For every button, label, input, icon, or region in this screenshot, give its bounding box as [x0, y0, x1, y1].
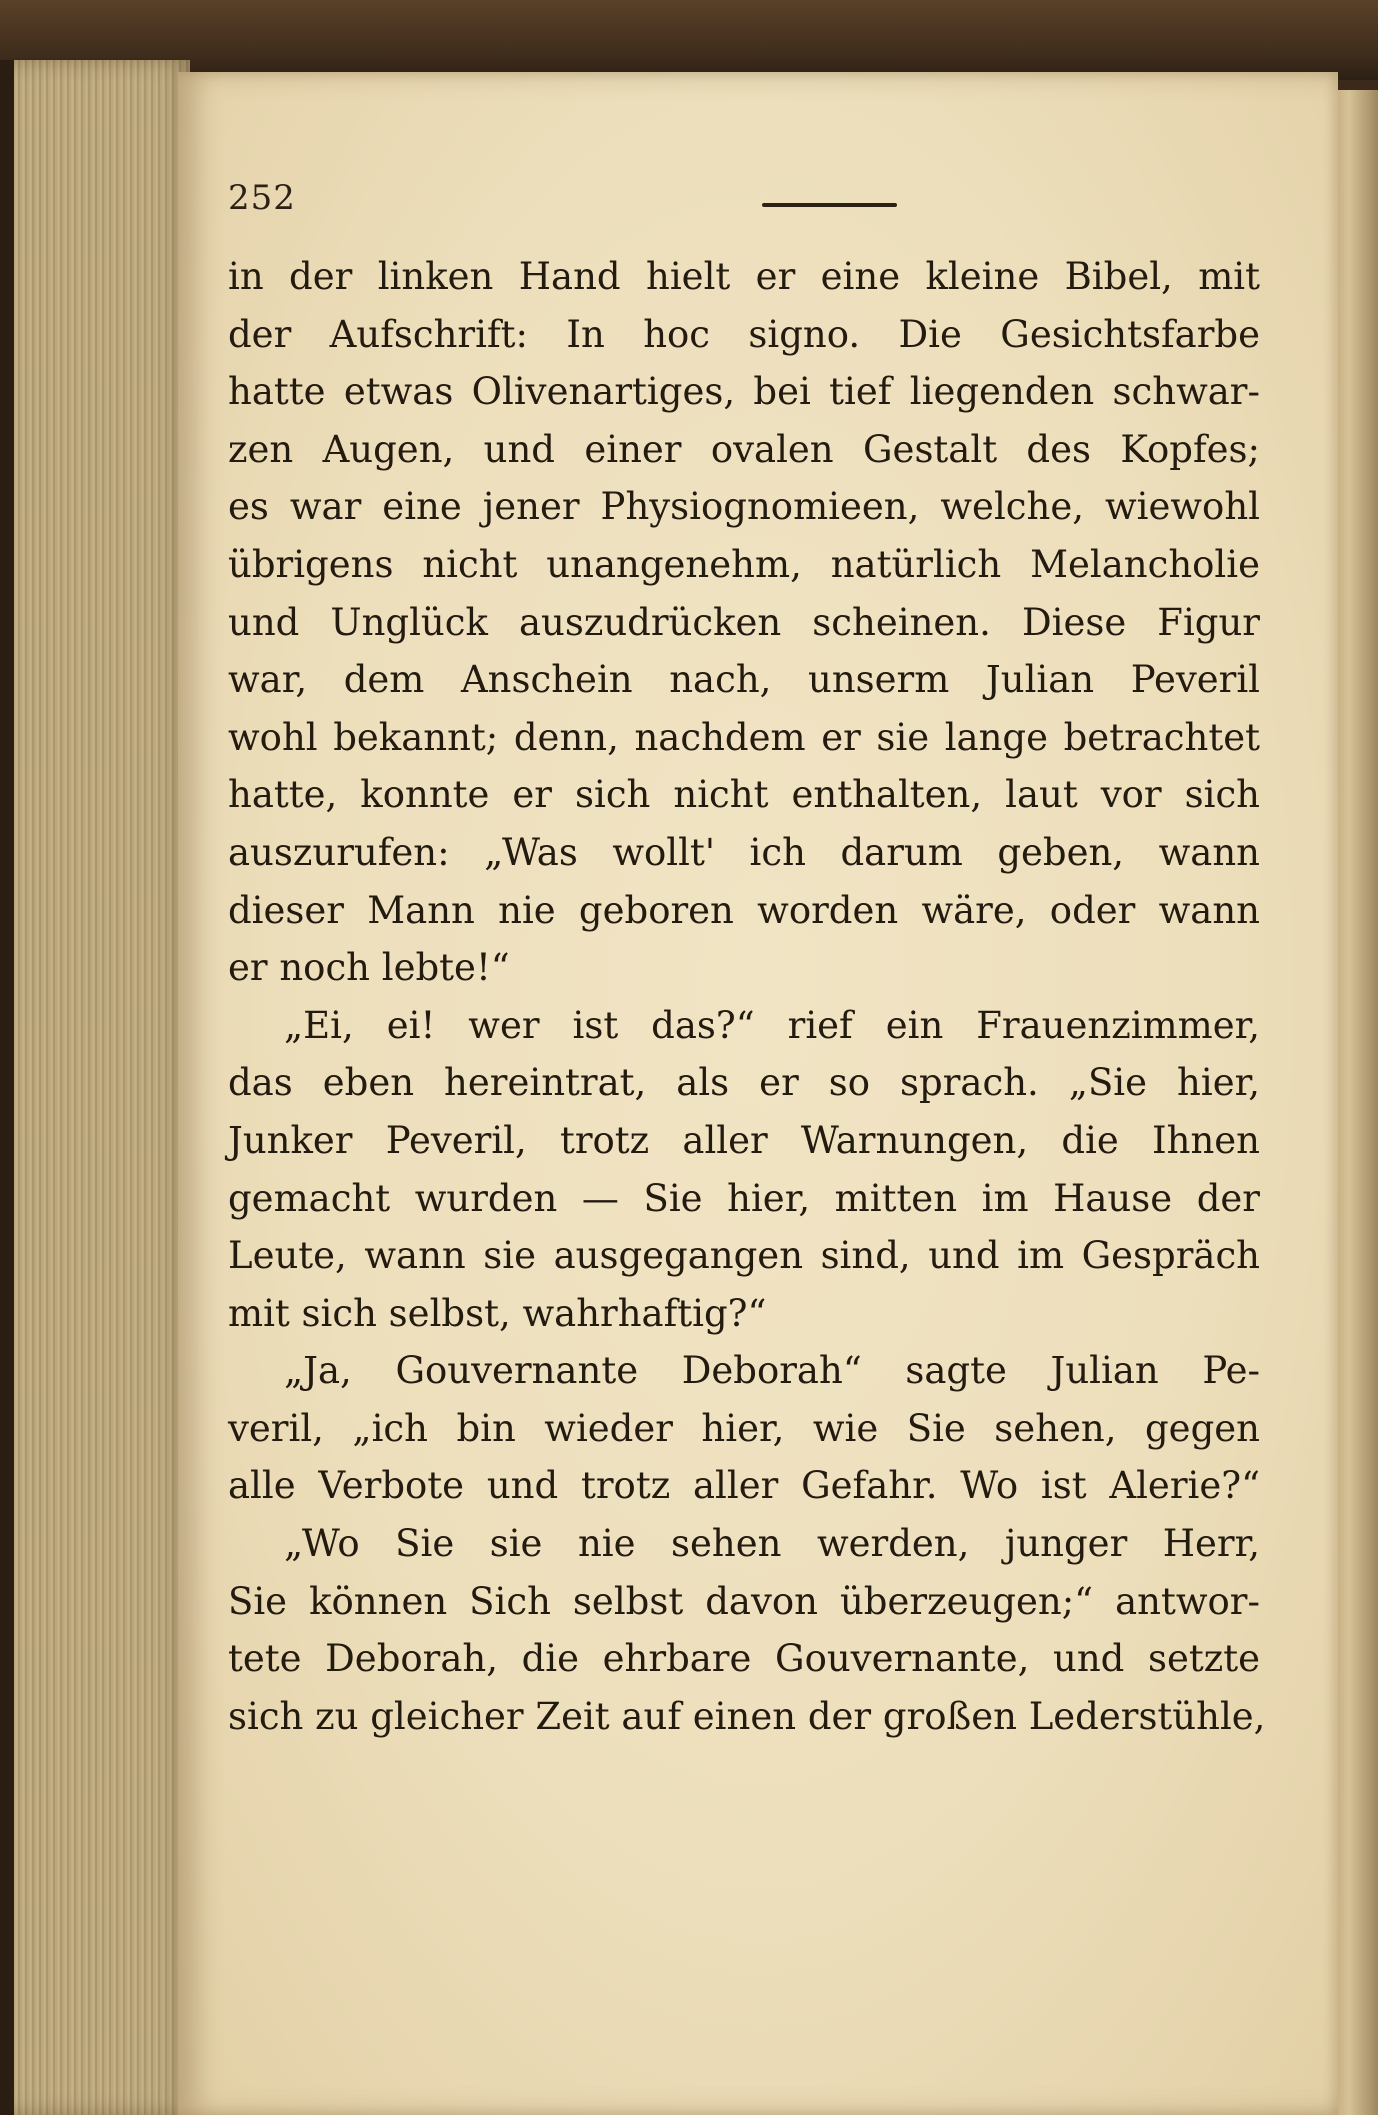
text-line: zen Augen, und einer ovalen Gestalt des Kopfes; [228, 427, 1260, 471]
text-line: in der linken Hand hielt er eine kleine Bibel, mit [228, 255, 1260, 298]
text-line: war, dem Anschein nach, unserm Julian Peveril [228, 658, 1260, 702]
text-line: dieser Mann nie geboren worden wäre, oder wann [228, 888, 1260, 932]
header-rule [762, 203, 897, 207]
text-line: mit sich selbst, wahrhaftig?“ [228, 1291, 767, 1335]
text-line: der Aufschrift: In hoc signo. Die Gesichtsfarbe [228, 312, 1260, 356]
text-line: gemacht wurden — Sie hier, mitten im Hause der [228, 1176, 1260, 1220]
text-line: und Unglück auszudrücken scheinen. Diese Figur [228, 600, 1260, 644]
text-line: auszurufen: „Was wollt' ich darum geben, wann [228, 830, 1260, 874]
text-line: „Wo Sie sie nie sehen werden, junger Herr, [284, 1522, 1260, 1566]
text-line: sich zu gleicher Zeit auf einen der großen Lederstühle, [228, 1694, 1266, 1738]
book-cover-edge [0, 60, 14, 2115]
text-line: übrigens nicht unangenehm, natürlich Melancholie [228, 542, 1260, 586]
text-line: das eben hereintrat, als er so sprach. „Sie hier, [228, 1061, 1260, 1105]
text-line: hatte etwas Olivenartiges, bei tief liegenden schwar- [228, 370, 1260, 414]
page-edges [0, 60, 190, 2115]
text-line: „Ei, ei! wer ist das?“ rief ein Frauenzimmer, [284, 1003, 1260, 1047]
text-line: hatte, konnte er sich nicht enthalten, laut vor sich [228, 773, 1260, 817]
text-line: veril, „ich bin wieder hier, wie Sie sehen, gegen [228, 1406, 1260, 1450]
text-line: Junker Peveril, trotz aller Warnungen, die Ihnen [228, 1118, 1260, 1162]
body-text [228, 248, 1266, 1745]
text-line: Leute, wann sie ausgegangen sind, und im Gespräch [228, 1234, 1260, 1278]
text-line: es war eine jener Physiognomieen, welche, wiewohl [228, 485, 1260, 529]
book-spine-top [0, 0, 1378, 80]
page-number: 252 [228, 178, 296, 218]
text-line: „Ja, Gouvernante Deborah“ sagte Julian Pe- [284, 1349, 1260, 1393]
text-line: wohl bekannt; denn, nachdem er sie lange betrachtet [228, 715, 1260, 759]
text-line: alle Verbote und trotz aller Gefahr. Wo ist Alerie?“ [228, 1464, 1260, 1508]
text-line: tete Deborah, die ehrbare Gouvernante, und setzte [228, 1637, 1260, 1681]
text-line: Sie können Sich selbst davon überzeugen;“ antwor- [228, 1579, 1260, 1623]
text-line: er noch lebte!“ [228, 946, 510, 990]
